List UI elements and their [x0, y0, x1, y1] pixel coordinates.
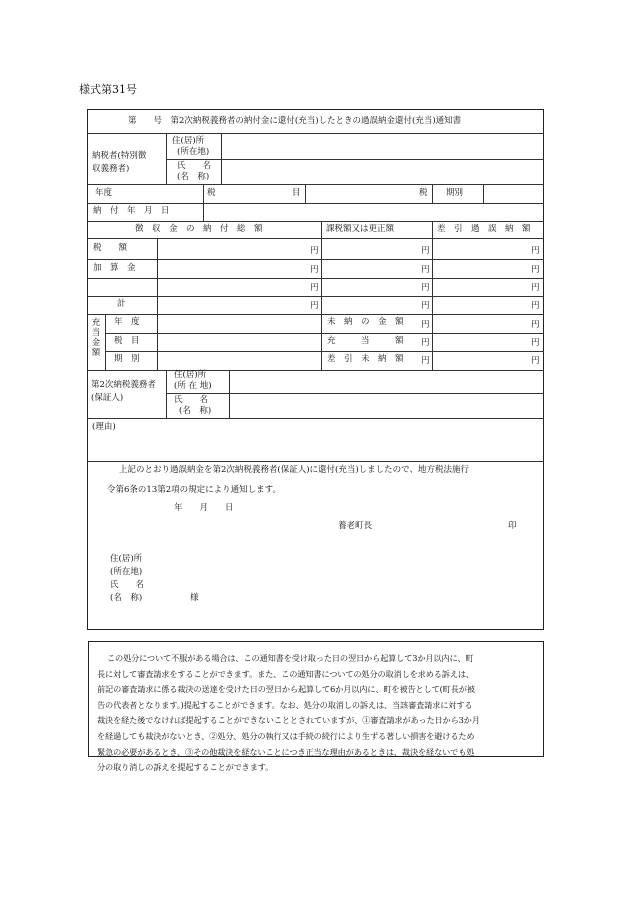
secondary-obligor-sub-label: (保証人)	[91, 393, 124, 403]
notice-line: 前記の審査請求に係る裁決の送達を受けた日の翌日から起算して6か月以内に、町を被告として(町長が被	[97, 684, 475, 695]
notice-line: 告の代表者となります。)提起することができます。なお、処分の取消しの訴えは、当該審査請求に対する	[97, 699, 473, 710]
item-label: 目	[292, 188, 301, 198]
taxpayer-name-sub-label: (名 称)	[177, 172, 210, 182]
tax-label: 税	[207, 188, 216, 198]
yen-mark: 円	[310, 265, 319, 275]
allocated-year-label: 年 度	[114, 317, 140, 327]
allocated-period-label: 期 別	[114, 354, 140, 364]
yen-mark: 円	[531, 301, 540, 311]
secondary-address-label: 住(居)所	[174, 370, 207, 380]
overpaid-header: 差 引 過 誤 納 額	[437, 224, 531, 234]
secondary-name-label: 氏 名	[174, 395, 209, 405]
notice-line: 緊急の必要があるとき、③その他裁決を経ないことにつき正当な理由があるときは、裁決を経ないでも処	[97, 746, 475, 757]
taxpayer-label: 納税者(特別徴	[92, 151, 147, 161]
yen-mark: 円	[310, 246, 319, 256]
seal-mark: 印	[508, 521, 517, 531]
yen-mark: 円	[421, 246, 430, 256]
notice-line: を経過しても裁決がないとき、②処分、処分の執行又は手続の続行により生ずる著しい損害を避けるため	[97, 730, 475, 741]
yen-mark: 円	[421, 320, 430, 330]
yen-mark: 円	[531, 265, 540, 275]
form-number: 様式第31号	[79, 83, 137, 96]
body-text-line-1: 上記のとおり過誤納金を第2次納税義務者(保証人)に還付(充当)しましたので、地方税法施行	[119, 465, 470, 475]
total-label: 計	[117, 299, 126, 309]
tax-amount-label: 税 額	[93, 243, 128, 253]
secondary-name-sub-label: (名 称)	[179, 406, 212, 416]
body-text-line-2: 令第6条の13第2項の規定により通知します。	[107, 485, 281, 495]
yen-mark: 円	[310, 283, 319, 293]
yen-mark: 円	[421, 283, 430, 293]
allocated-amount-label: 充当金額	[91, 318, 101, 358]
notice-line: 長に対して審査請求をすることができます。また、この通知書についての処分の取消しを求める訴えは、	[97, 668, 474, 679]
tax-label-2: 税	[419, 188, 428, 198]
notice-line: 裁決を経た後でなければ提起することができないこととされていますが、①審査請求があった日から3か月	[97, 715, 480, 726]
date-line: 年 月 日	[174, 503, 234, 513]
allocated-amount-row-label: 充 当 額	[327, 336, 404, 346]
notice-line: この処分について不服がある場合は、この通知書を受け取った日の翌日から起算して3か月以内に、町	[107, 653, 474, 663]
taxpayer-address-label: 住(居)所	[172, 136, 205, 146]
yen-mark: 円	[531, 283, 540, 293]
yen-mark: 円	[310, 301, 319, 311]
taxpayer-label-2: 収義務者)	[92, 164, 130, 174]
issuer-name: 養老町長	[338, 521, 373, 531]
form-title: 第 号 第2次納税義務者の納付金に還付(充当)したときの過誤納金還付(充当)通知書	[128, 116, 462, 126]
year-label: 年度	[95, 188, 113, 198]
reason-label: (理由)	[92, 422, 116, 432]
secondary-address-sub-label: (所 在 地)	[174, 381, 212, 391]
taxpayer-address-sub-label: (所在地)	[177, 147, 210, 157]
taxpayer-name-label: 氏 名	[177, 161, 212, 171]
remaining-unpaid-label: 差 引 未 納 額	[327, 354, 404, 364]
allocated-tax-item-label: 税 目	[114, 336, 140, 346]
yen-mark: 円	[531, 320, 540, 330]
period-label: 期別	[446, 188, 464, 198]
addressee-name-sub-label: (名 称)	[110, 593, 143, 603]
yen-mark: 円	[531, 356, 540, 366]
yen-mark: 円	[531, 246, 540, 256]
yen-mark: 円	[421, 356, 430, 366]
addressee-address-label: 住(居)所	[110, 554, 143, 564]
yen-mark: 円	[421, 265, 430, 275]
yen-mark: 円	[421, 338, 430, 348]
payment-date-label: 納 付 年 月 日	[93, 206, 170, 216]
collected-header: 徴 収 金 の 納 付 総 額	[135, 224, 263, 234]
addressee-name-label: 氏 名	[110, 580, 145, 590]
assessed-header: 課税額又は更正額	[326, 224, 395, 234]
unpaid-amount-label: 未 納 の 金 額	[327, 317, 404, 327]
yen-mark: 円	[531, 338, 540, 348]
yen-mark: 円	[421, 301, 430, 311]
addressee-address-sub-label: (所在地)	[110, 567, 143, 577]
notice-line: 分の取り消しの訴えを提起することができます。	[97, 762, 274, 773]
appeal-notice	[88, 641, 544, 773]
secondary-obligor-label: 第2次納税義務者	[91, 380, 156, 390]
honorific-sama: 様	[190, 593, 199, 603]
surcharge-label: 加 算 金	[93, 263, 136, 273]
